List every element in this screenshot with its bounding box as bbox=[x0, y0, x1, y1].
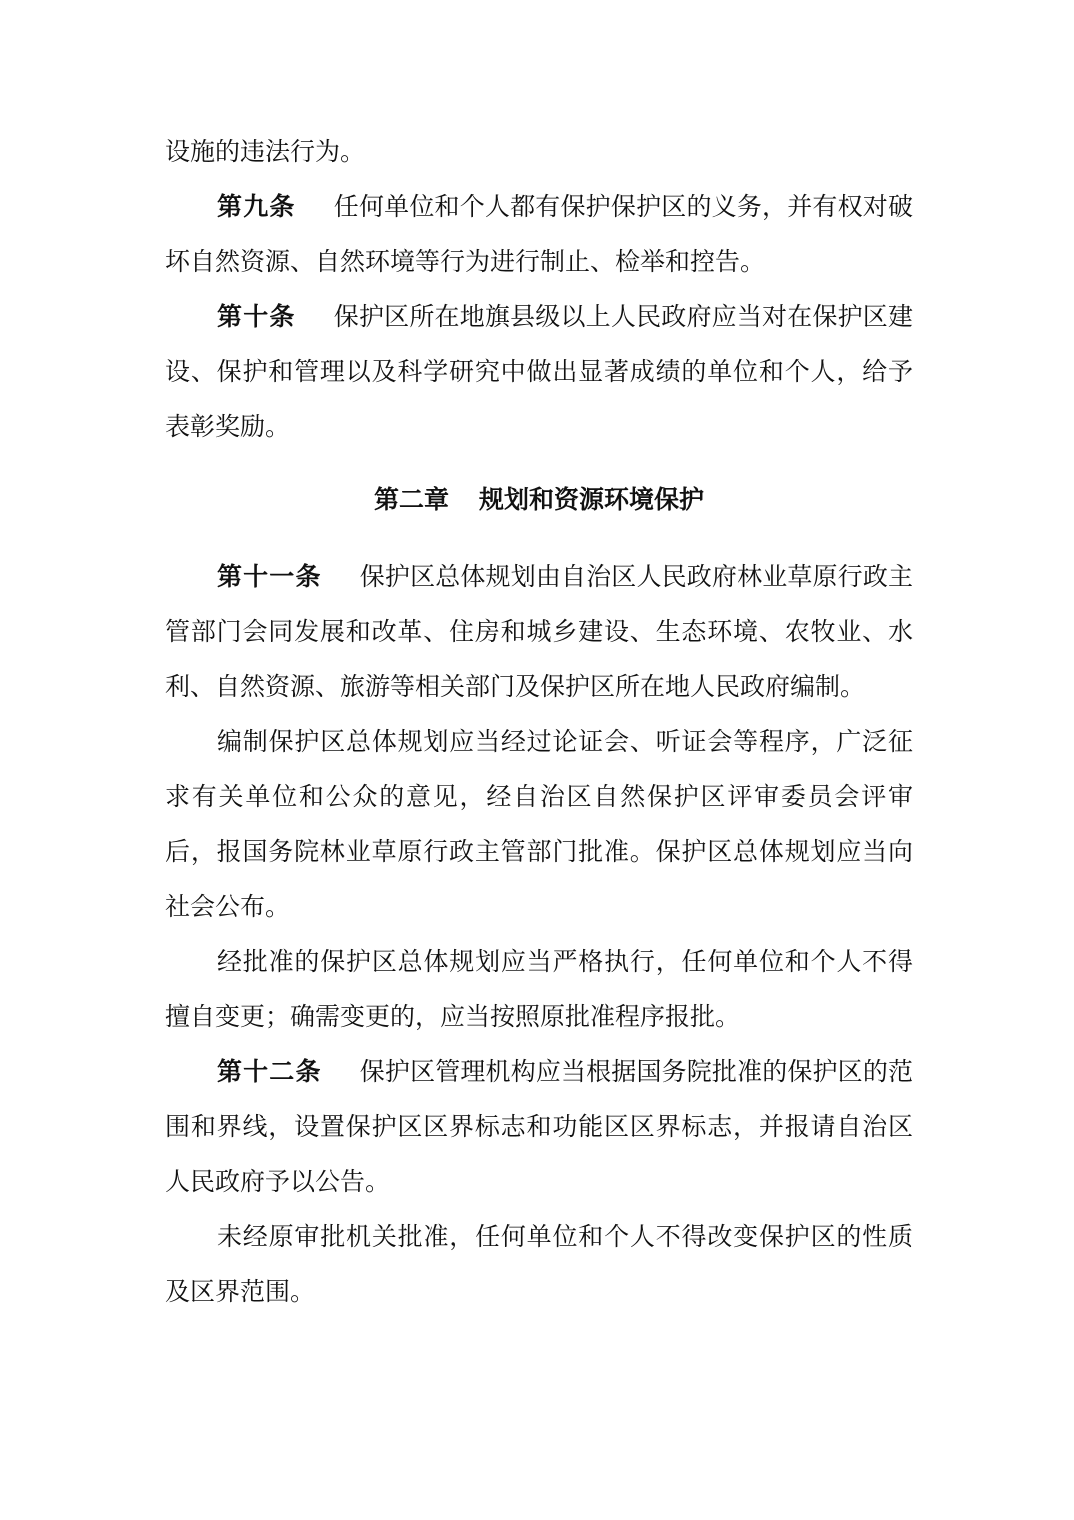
article-11-clause-3 bbox=[165, 934, 913, 1044]
article-9-paragraph bbox=[165, 179, 913, 289]
chapter-heading bbox=[165, 454, 913, 549]
chapter-title: 规划和资源环境保护 bbox=[479, 485, 705, 514]
document-body bbox=[165, 124, 913, 1319]
paragraph-text: 保护区总体规划由自治区人民政府林业草原行政主管部门会同发展和改革、住房和城乡建设、生态环境、农牧业、水利、自然资源、旅游等相关部门及保护区所在地人民政府编制。 bbox=[165, 562, 913, 701]
paragraph-text: 未经原审批机关批准，任何单位和个人不得改变保护区的性质及区界范围。 bbox=[165, 1222, 913, 1306]
article-12-clause-2 bbox=[165, 1209, 913, 1319]
article-number: 第九条 bbox=[217, 192, 296, 221]
paragraph-text: 设施的违法行为。 bbox=[165, 137, 366, 166]
article-12-paragraph bbox=[165, 1044, 913, 1209]
article-number: 第十一条 bbox=[217, 562, 322, 591]
paragraph-text: 保护区所在地旗县级以上人民政府应当对在保护区建设、保护和管理以及科学研究中做出显著成绩的单位和个人，给予表彰奖励。 bbox=[165, 302, 913, 441]
paragraph-continued bbox=[165, 124, 913, 179]
paragraph-text: 任何单位和个人都有保护保护区的义务，并有权对破坏自然资源、自然环境等行为进行制止、检举和控告。 bbox=[165, 192, 913, 276]
article-10-paragraph bbox=[165, 289, 913, 454]
article-number: 第十条 bbox=[217, 302, 296, 331]
paragraph-text: 编制保护区总体规划应当经过论证会、听证会等程序，广泛征求有关单位和公众的意见，经自治区自然保护区评审委员会评审后，报国务院林业草原行政主管部门批准。保护区总体规划应当向社会公布。 bbox=[165, 727, 913, 921]
chapter-number: 第二章 bbox=[373, 485, 449, 514]
paragraph-text: 保护区管理机构应当根据国务院批准的保护区的范围和界线，设置保护区区界标志和功能区区界标志，并报请自治区人民政府予以公告。 bbox=[165, 1057, 913, 1196]
article-11-clause-2 bbox=[165, 714, 913, 934]
paragraph-text: 经批准的保护区总体规划应当严格执行，任何单位和个人不得擅自变更；确需变更的，应当按照原批准程序报批。 bbox=[165, 947, 913, 1031]
article-11-paragraph bbox=[165, 549, 913, 714]
article-number: 第十二条 bbox=[217, 1057, 322, 1086]
